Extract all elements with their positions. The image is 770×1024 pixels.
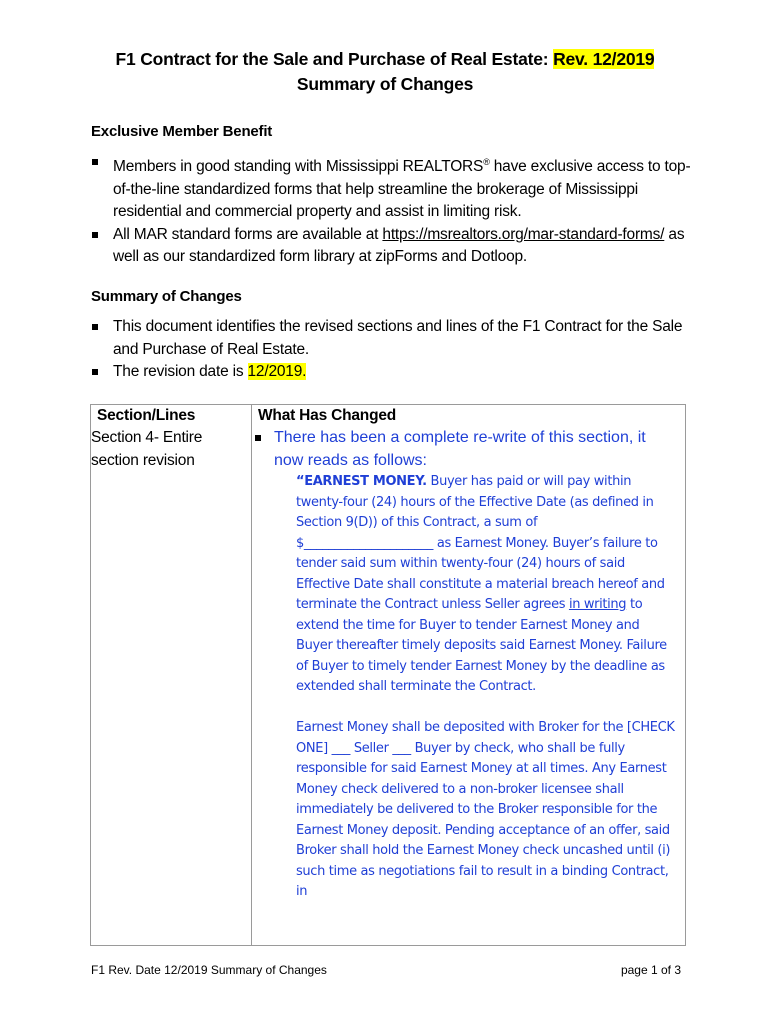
summary-item-description: This document identifies the revised sections and lines of the F1 Contract for the Sale and Purchase of Real Estate. bbox=[91, 316, 691, 361]
document-title bbox=[0, 47, 770, 97]
standard-forms-link[interactable]: https://msrealtors.org/mar-standard-forms/ bbox=[382, 225, 665, 243]
title-text: F1 Contract for the Sale and Purchase of Real Estate: bbox=[115, 49, 554, 69]
square-bullet-icon bbox=[92, 369, 98, 375]
revision-highlight: Rev. 12/2019 bbox=[553, 49, 655, 69]
changes-table bbox=[90, 404, 686, 946]
footer-page-number: page 1 of 3 bbox=[620, 963, 681, 977]
paragraph-gap bbox=[296, 698, 676, 719]
revision-date-highlight: 12/2019. bbox=[247, 363, 307, 380]
earnest-money-label: “EARNEST MONEY. bbox=[296, 474, 427, 489]
summary-item-revision-date: The revision date is 12/2019. bbox=[91, 361, 691, 384]
table-row bbox=[91, 427, 686, 946]
title-line-2: Summary of Changes bbox=[296, 74, 474, 94]
header-section-lines: Section/Lines bbox=[91, 405, 252, 428]
summary-heading: Summary of Changes bbox=[91, 288, 242, 305]
header-what-changed: What Has Changed bbox=[252, 405, 686, 428]
quote-paragraph-2: Earnest Money shall be deposited with Broker for the [CHECK ONE] ___ Seller ___ Buyer by check, who shall be fully responsible for said Earnest Money at all times. Any Earnest Money check delivered to a non-broker licensee shall immediately be delivered to the Broker responsible for the Earnest Money deposit. Pending acceptance of an offer, said Broker shall hold the Earnest Money check uncashed until (i) such time as negotiations fail to result in a binding Contract, in bbox=[296, 720, 675, 899]
title-line-1 bbox=[0, 47, 770, 72]
square-bullet-icon bbox=[92, 232, 98, 238]
benefit-item-availability: All MAR standard forms are available at https://msrealtors.org/mar-standard-forms/ as well as our standardized form library at zipForms and Dotloop. bbox=[91, 224, 691, 269]
quote-paragraph-1: “EARNEST MONEY. Buyer has paid or will pay within twenty-four (24) hours of the Effective Date (as defined in Section 9(D)) of this Contract, a sum of $_____________________ as Earnest Money. Buyer’s failure to tender said sum within twenty-four (24) hours of said Effective Date shall constitute a material breach hereof and terminate the Contract unless Seller agrees in writing to extend the time for Buyer to tender Earnest Money and Buyer thereafter timely deposits said Earnest Money. Failure of Buyer to timely tender Earnest Money by the deadline as extended shall terminate the Contract. bbox=[296, 474, 667, 694]
square-bullet-icon bbox=[92, 159, 98, 165]
exclusive-benefit-heading: Exclusive Member Benefit bbox=[91, 123, 273, 140]
benefit-list bbox=[91, 151, 691, 269]
benefit-item-membership: Members in good standing with Mississippi REALTORS® have exclusive access to top-of-the-line standardized forms that help streamline the brokerage of Mississippi residential and commercial property and assist in limiting risk. bbox=[91, 151, 691, 224]
section-cell: Section 4- Entire section revision bbox=[91, 427, 252, 946]
footer-document-id: F1 Rev. Date 12/2019 Summary of Changes bbox=[91, 963, 327, 977]
in-writing-underline: in writing bbox=[568, 597, 627, 612]
summary-list bbox=[91, 316, 691, 384]
table-header-row bbox=[91, 405, 686, 428]
change-bullet: There has been a complete re-write of this section, it now reads as follows: bbox=[252, 427, 674, 472]
square-bullet-icon bbox=[92, 324, 98, 330]
earnest-money-quote bbox=[296, 472, 676, 903]
change-cell bbox=[252, 427, 686, 946]
registered-mark: ® bbox=[483, 157, 490, 167]
square-bullet-icon bbox=[255, 435, 261, 441]
